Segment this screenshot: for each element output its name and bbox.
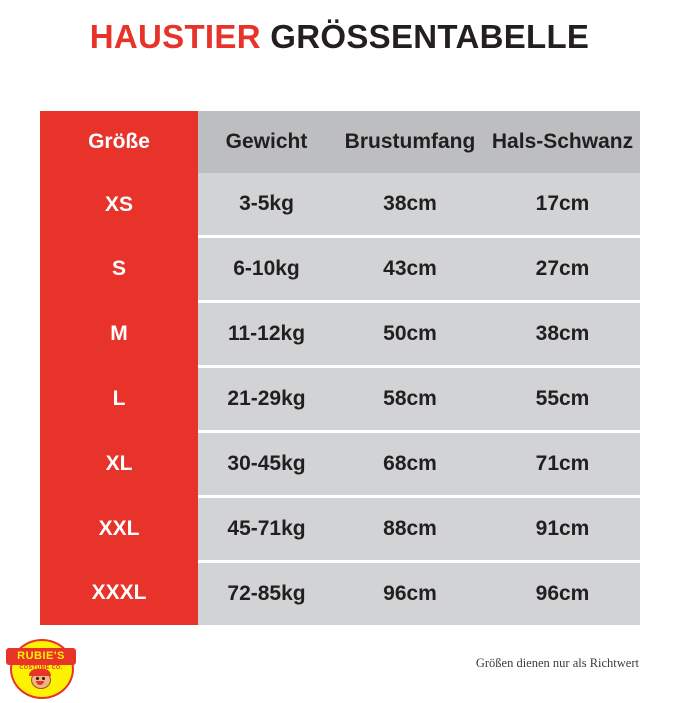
cell-neck-to-tail: 17cm xyxy=(485,173,640,237)
cell-weight: 6-10kg xyxy=(198,237,335,302)
cell-weight: 21-29kg xyxy=(198,367,335,432)
size-chart-page xyxy=(0,18,679,703)
cell-weight: 11-12kg xyxy=(198,302,335,367)
cell-weight: 72-85kg xyxy=(198,562,335,626)
cell-neck-to-tail: 27cm xyxy=(485,237,640,302)
cell-neck-to-tail: 96cm xyxy=(485,562,640,626)
page-title xyxy=(0,18,679,56)
cell-size: XL xyxy=(40,432,198,497)
cell-chest: 50cm xyxy=(335,302,485,367)
logo-tagline: COSTUME CO. xyxy=(19,665,63,671)
table-row xyxy=(40,237,640,302)
size-table-body xyxy=(40,173,640,625)
cell-chest: 38cm xyxy=(335,173,485,237)
cell-weight: 45-71kg xyxy=(198,497,335,562)
cell-size: XXL xyxy=(40,497,198,562)
cell-chest: 58cm xyxy=(335,367,485,432)
brand-logo xyxy=(6,637,78,697)
table-row xyxy=(40,432,640,497)
cell-chest: 96cm xyxy=(335,562,485,626)
footnote-text: Größen dienen nur als Richtwert xyxy=(475,656,639,670)
table-row xyxy=(40,562,640,626)
column-header-neck-to-tail: Hals-Schwanz xyxy=(485,111,640,173)
cell-chest: 88cm xyxy=(335,497,485,562)
logo-badge xyxy=(6,637,78,697)
logo-banner xyxy=(6,648,76,665)
cell-size: S xyxy=(40,237,198,302)
size-table xyxy=(40,111,640,625)
page-title-secondary: GRÖSSENTABELLE xyxy=(270,18,590,55)
cell-weight: 30-45kg xyxy=(198,432,335,497)
table-row xyxy=(40,173,640,237)
cell-chest: 68cm xyxy=(335,432,485,497)
cell-neck-to-tail: 71cm xyxy=(485,432,640,497)
cell-size: XXXL xyxy=(40,562,198,626)
size-table-container xyxy=(40,111,640,625)
cell-chest: 43cm xyxy=(335,237,485,302)
cell-size: M xyxy=(40,302,198,367)
column-header-chest: Brustumfang xyxy=(335,111,485,173)
column-header-size: Größe xyxy=(40,111,198,173)
logo-brand-text: RUBIE'S xyxy=(17,650,65,662)
cell-neck-to-tail: 55cm xyxy=(485,367,640,432)
column-header-weight: Gewicht xyxy=(198,111,335,173)
cell-size: L xyxy=(40,367,198,432)
table-header-row xyxy=(40,111,640,173)
table-row xyxy=(40,302,640,367)
cell-size: XS xyxy=(40,173,198,237)
table-row xyxy=(40,497,640,562)
table-row xyxy=(40,367,640,432)
size-table-head xyxy=(40,111,640,173)
cell-neck-to-tail: 91cm xyxy=(485,497,640,562)
cell-weight: 3-5kg xyxy=(198,173,335,237)
cell-neck-to-tail: 38cm xyxy=(485,302,640,367)
page-title-primary: HAUSTIER xyxy=(89,18,261,55)
clown-face-icon xyxy=(28,671,52,693)
